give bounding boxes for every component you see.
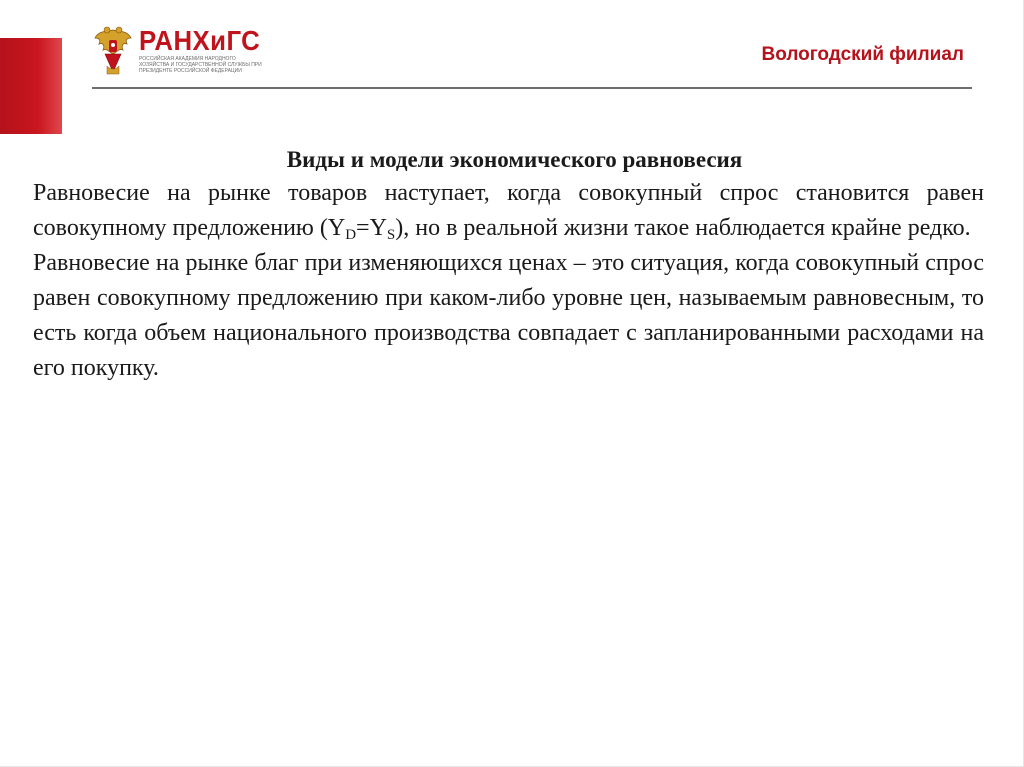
red-accent-bar: [0, 38, 62, 134]
double-headed-eagle-icon: [93, 24, 133, 78]
subscript-s: S: [386, 227, 396, 243]
subscript-d: D: [345, 227, 357, 243]
p1-equals: =Y: [356, 215, 387, 241]
branch-name: Вологодский филиал: [761, 44, 964, 65]
paragraph-goods-market: [33, 176, 984, 246]
logo-subtitle: РОССИЙСКАЯ АКАДЕМИЯ НАРОДНОГО ХОЗЯЙСТВА И ГОСУДАРСТВЕННОЙ СЛУЖБЫ ПРИ ПРЕЗИДЕНТЕ РОССИЙСКОЙ ФЕДЕРАЦИИ: [139, 56, 262, 74]
header-divider: [92, 87, 972, 89]
logo-title: РАНХиГС: [139, 25, 261, 56]
p1-text-start: Равновесие на рынке товаров наступает, когда совокупный спрос становится равен совокупному предложению (Y: [33, 180, 984, 241]
slide-heading: Виды и модели экономического равновесия: [286, 147, 743, 172]
paragraph-changing-prices: Равновесие на рынке благ при изменяющихся ценах – это ситуация, когда совокупный спрос равен совокупному предложению при каком-либо уровне цен, называемым равновесным, то есть когда объем национального производства совпадает с запланированными расходами на его покупку.: [33, 250, 984, 381]
slide-content: [33, 144, 984, 386]
ranepa-logo: [93, 24, 263, 80]
p1-text-end: ), но в реальной жизни такое наблюдается крайне редко.: [395, 215, 971, 241]
